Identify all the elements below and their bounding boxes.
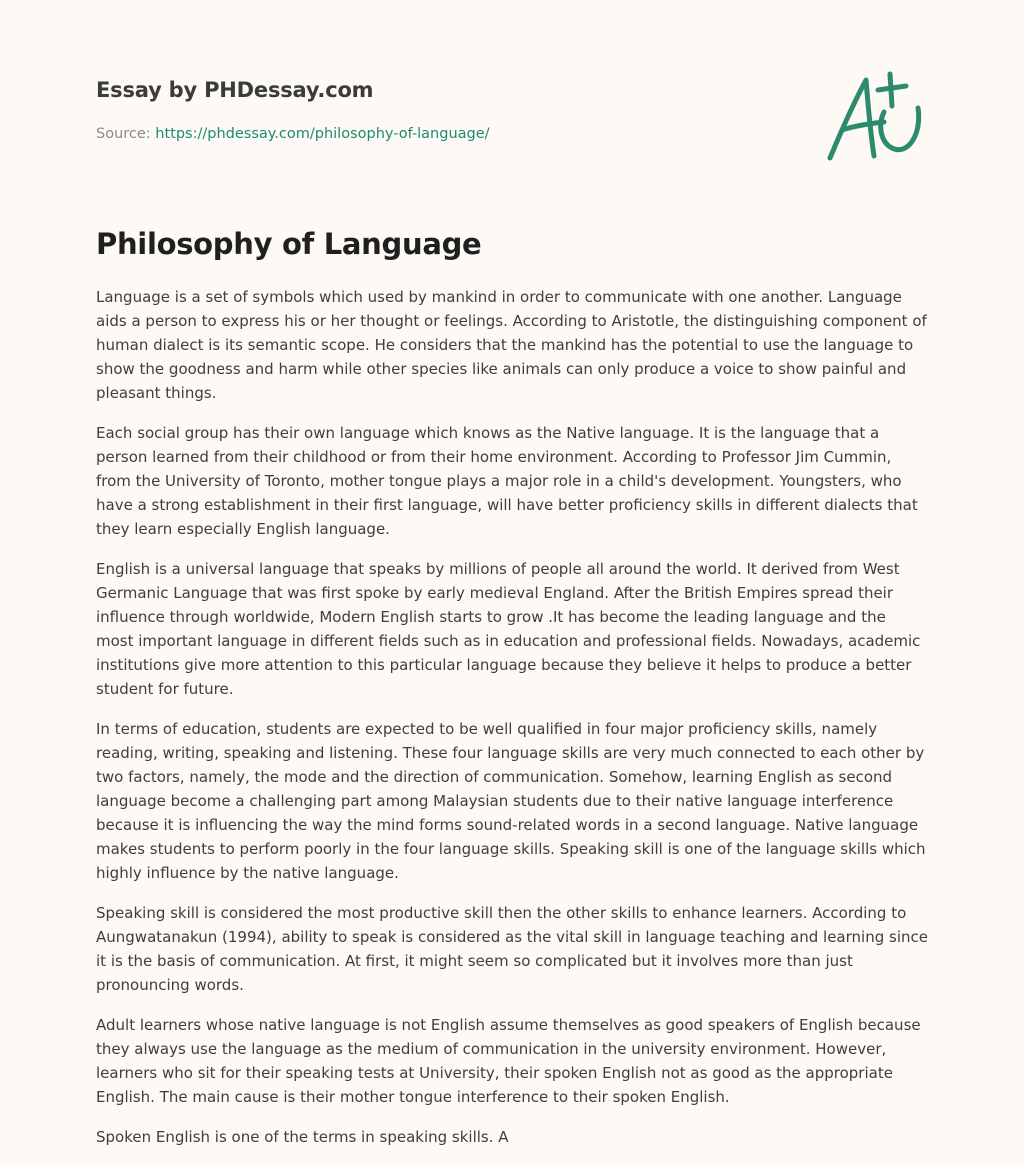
source-line [96, 124, 796, 144]
essay-body [96, 285, 928, 1165]
essay-paragraph: Language is a set of symbols which used by mankind in order to communicate with one another. Language aids a person to express his or her thought or feelings. According to Aristotle, the distinguishing component of human dialect is its semantic scope. He considers that the mankind has the potential to use the language to show the goodness and harm while other species like animals can only produce a voice to show painful and pleasant things. [96, 288, 927, 402]
essay-title: Philosophy of Language [96, 227, 482, 261]
essay-paragraph: In terms of education, students are expected to be well qualified in four major proficiency skills, namely reading, writing, speaking and listening. These four language skills are very much connected to each other by two factors, namely, the mode and the direction of communication. Somehow, learning English as second language become a challenging part among Malaysian students due to their native language interference because it is influencing the way the mind forms sound-related words in a second language. Native language makes students to perform poorly in the four language skills. Speaking skill is one of the language skills which highly influence by the native language. [96, 720, 926, 882]
a-plus-logo [822, 68, 930, 166]
source-link[interactable]: https://phdessay.com/philosophy-of-language/ [155, 126, 490, 142]
source-label: Source: [96, 126, 156, 142]
a-plus-logo-icon [822, 68, 930, 166]
essay-paragraph: Adult learners whose native language is not English assume themselves as good speakers of English because they always use the language as the medium of communication in the university environment. However, learners who sit for their speaking tests at University, their spoken English not as good as the appropriate English. The main cause is their mother tongue interference to their spoken English. [96, 1016, 921, 1106]
page-header [96, 76, 796, 144]
site-title: Essay by PHDessay.com [96, 78, 374, 102]
essay-paragraph: Speaking skill is considered the most productive skill then the other skills to enhance learners. According to Aungwatanakun (1994), ability to speak is considered as the vital skill in language teaching and learning since it is the basis of communication. At first, it might seem so complicated but it involves more than just pronouncing words. [96, 904, 928, 994]
essay-paragraph: Spoken English is one of the terms in speaking skills. A [96, 1128, 509, 1146]
essay-paragraph: Each social group has their own language which knows as the Native language. It is the language that a person learned from their childhood or from their home environment. According to Professor Jim Cummin, from the University of Toronto, mother tongue plays a major role in a child's development. Youngsters, who have a strong establishment in their first language, will have better proficiency skills in different dialects that they learn especially English language. [96, 424, 918, 538]
essay-paragraph: English is a universal language that speaks by millions of people all around the world. It derived from West Germanic Language that was first spoke by early medieval England. After the British Empires spread their influence through worldwide, Modern English starts to grow .It has become the leading language and the most important language in different fields such as in education and professional fields. Nowadays, academic institutions give more attention to this particular language because they believe it helps to produce a better student for future. [96, 560, 921, 698]
